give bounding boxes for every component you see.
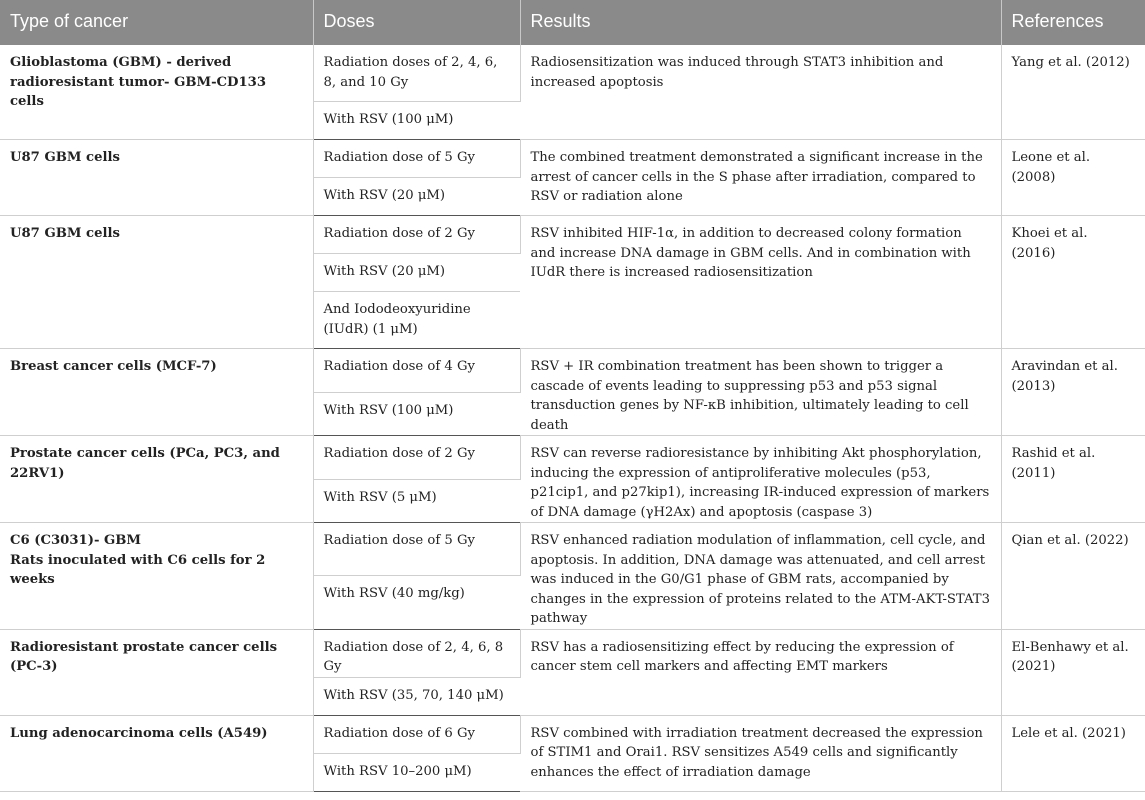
cancer-type-cell: Lung adenocarcinoma cells (A549) <box>0 715 313 791</box>
table-row <box>0 629 1145 677</box>
table-row <box>0 216 1145 254</box>
header-type-of-cancer: Type of cancer <box>0 0 313 45</box>
result-cell: RSV can reverse radioresistance by inhibiting Akt phosphorylation, inducing the expression of antiproliferative molecules (p53, p21cip1, and p27kip1), increasing IR-induced expression of markers of DNA damage (γH2Ax) and apoptosis (caspase 3) <box>520 436 1001 523</box>
dose-cell: With RSV (35, 70, 140 μM) <box>313 677 520 715</box>
dose-cell: Radiation dose of 2, 4, 6, 8 Gy <box>313 629 520 677</box>
dose-cell: Radiation dose of 2 Gy <box>313 216 520 254</box>
cancer-type-cell: Glioblastoma (GBM) - derived radioresistant tumor- GBM-CD133 cells <box>0 45 313 140</box>
table-row <box>0 349 1145 393</box>
reference-cell: El-Benhawy et al. (2021) <box>1001 629 1145 715</box>
dose-cell: Radiation doses of 2, 4, 6, 8, and 10 Gy <box>313 45 520 102</box>
table-row <box>0 436 1145 480</box>
result-cell: RSV enhanced radiation modulation of inflammation, cell cycle, and apoptosis. In addition, DNA damage was attenuated, and cell arrest was induced in the G0/G1 phase of GBM rats, accompanied by changes in the expression of proteins related to the ATM-AKT-STAT3 pathway <box>520 523 1001 630</box>
result-cell: RSV has a radiosensitizing effect by reducing the expression of cancer stem cell markers and affecting EMT markers <box>520 629 1001 715</box>
cancer-type-cell: Radioresistant prostate cancer cells (PC-3) <box>0 629 313 715</box>
dose-cell: Radiation dose of 5 Gy <box>313 140 520 178</box>
table-row <box>0 45 1145 102</box>
reference-cell: Yang et al. (2012) <box>1001 45 1145 140</box>
table-row <box>0 715 1145 753</box>
cancer-type-cell: Prostate cancer cells (PCa, PC3, and 22RV1) <box>0 436 313 523</box>
result-cell: RSV combined with irradiation treatment decreased the expression of STIM1 and Orai1. RSV sensitizes A549 cells and significantly enhances the effect of irradiation damage <box>520 715 1001 791</box>
result-cell: Radiosensitization was induced through STAT3 inhibition and increased apoptosis <box>520 45 1001 140</box>
result-cell: The combined treatment demonstrated a significant increase in the arrest of cancer cells in the S phase after irradiation, compared to RSV or radiation alone <box>520 140 1001 216</box>
reference-cell: Lele et al. (2021) <box>1001 715 1145 791</box>
dose-cell: With RSV (100 μM) <box>313 392 520 436</box>
dose-cell: With RSV (20 μM) <box>313 254 520 292</box>
header-doses: Doses <box>313 0 520 45</box>
dose-cell: With RSV 10–200 μM) <box>313 753 520 791</box>
dose-cell: And Iododeoxyuridine (IUdR) (1 μM) <box>313 292 520 349</box>
dose-cell: With RSV (100 μM) <box>313 102 520 140</box>
reference-cell: Aravindan et al. (2013) <box>1001 349 1145 436</box>
dose-cell: Radiation dose of 6 Gy <box>313 715 520 753</box>
cancer-type-cell: Breast cancer cells (MCF-7) <box>0 349 313 436</box>
header-results: Results <box>520 0 1001 45</box>
dose-cell: Radiation dose of 4 Gy <box>313 349 520 393</box>
cancer-type-cell: U87 GBM cells <box>0 140 313 216</box>
reference-cell: Leone et al. (2008) <box>1001 140 1145 216</box>
result-cell: RSV + IR combination treatment has been shown to trigger a cascade of events leading to suppressing p53 and p53 signal transduction genes by NF-κB inhibition, ultimately leading to cell death <box>520 349 1001 436</box>
header-references: References <box>1001 0 1145 45</box>
dose-cell: Radiation dose of 5 Gy <box>313 523 520 576</box>
dose-cell: With RSV (20 μM) <box>313 178 520 216</box>
table-row <box>0 140 1145 178</box>
result-cell: RSV inhibited HIF-1α, in addition to decreased colony formation and increase DNA damage in GBM cells. And in combination with IUdR there is increased radiosensitization <box>520 216 1001 349</box>
dose-cell: With RSV (5 μM) <box>313 479 520 523</box>
dose-cell: With RSV (40 mg/kg) <box>313 576 520 629</box>
cancer-type-cell: U87 GBM cells <box>0 216 313 349</box>
reference-cell: Khoei et al. (2016) <box>1001 216 1145 349</box>
header-row <box>0 0 1145 45</box>
reference-cell: Qian et al. (2022) <box>1001 523 1145 630</box>
reference-cell: Rashid et al. (2011) <box>1001 436 1145 523</box>
dose-cell: Radiation dose of 2 Gy <box>313 436 520 480</box>
cancer-type-cell: C6 (C3031)- GBM Rats inoculated with C6 cells for 2 weeks <box>0 523 313 630</box>
table-row <box>0 523 1145 576</box>
